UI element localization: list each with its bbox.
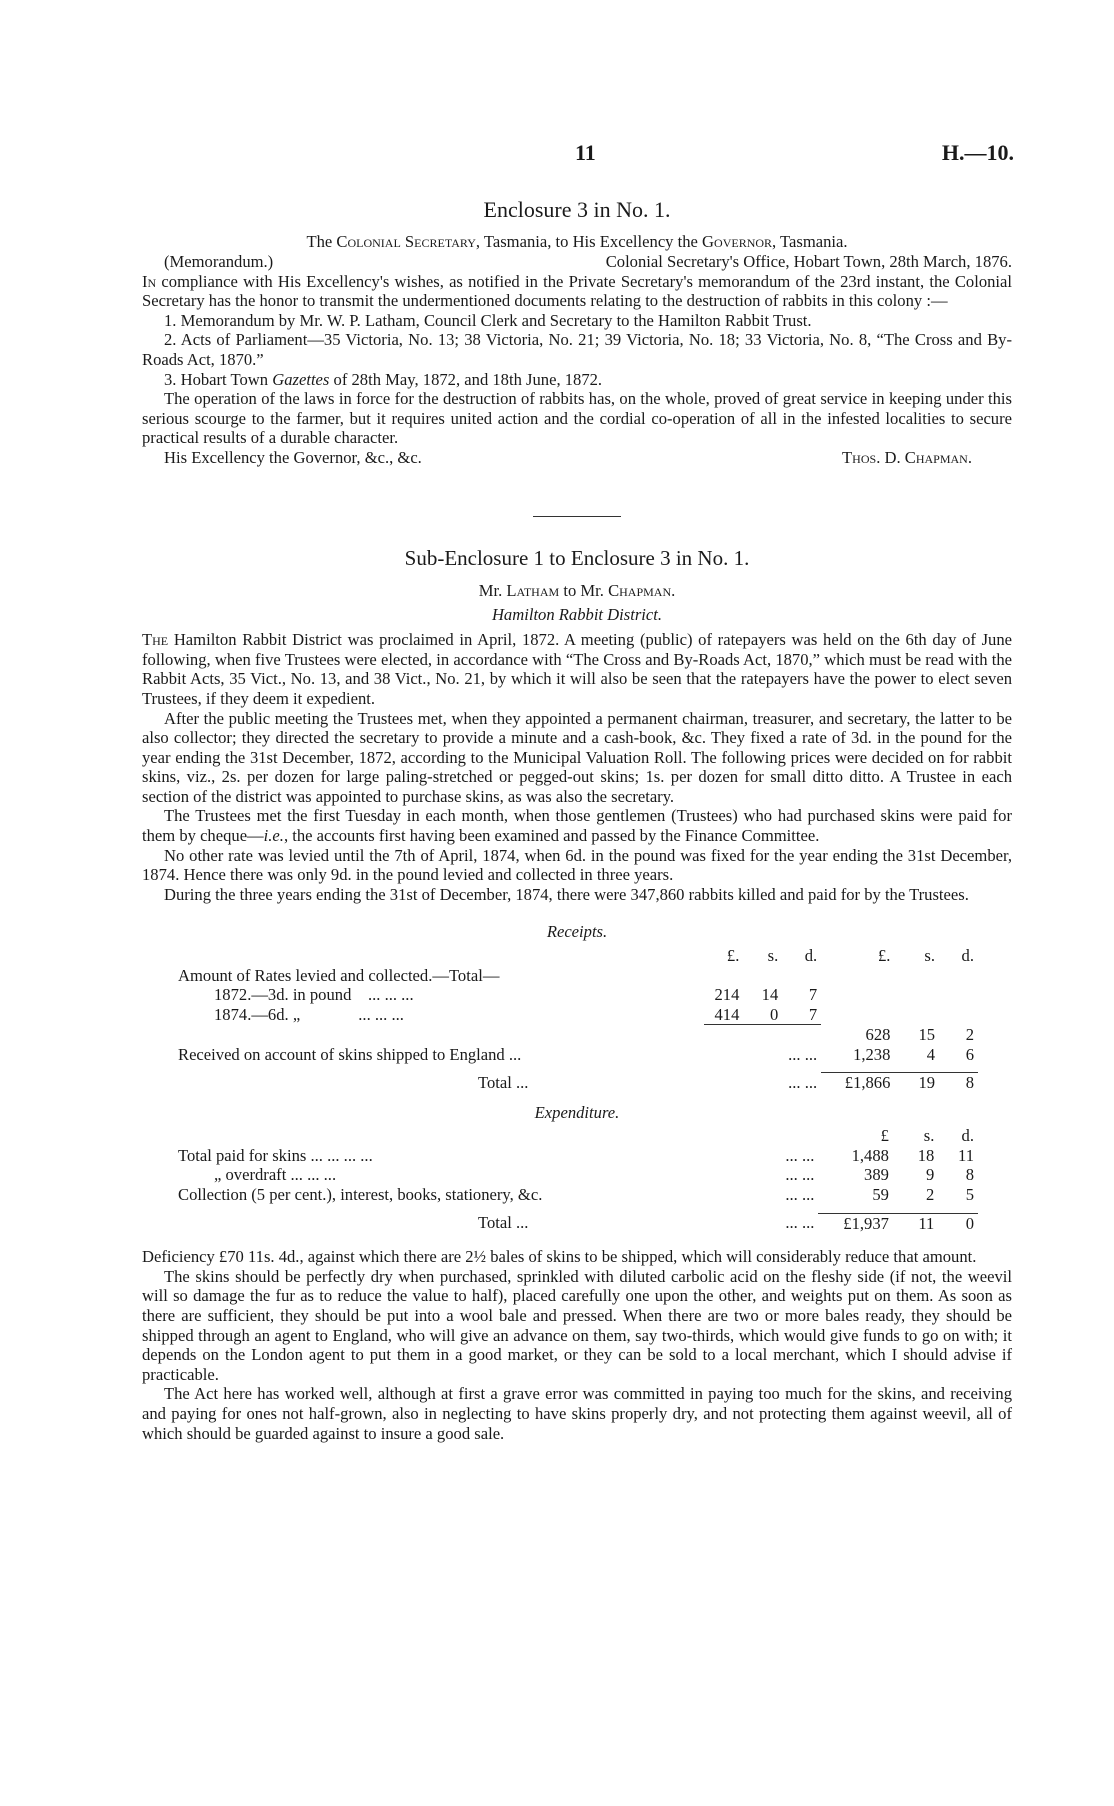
leader-dots: ... ... ... — [358, 1004, 404, 1024]
leader-dots: ... ... — [788, 1044, 818, 1064]
amount-pounds: 628 — [865, 1024, 891, 1044]
total-pounds: £1,937 — [818, 1213, 893, 1233]
total-pounds: £1,866 — [821, 1073, 894, 1093]
table-row — [178, 1126, 978, 1146]
paragraph-text: Hamilton Rabbit District was proclaimed in April, 1872. A meeting (public) of ratepayers was held on the 6th day of June following, when five Trustees were elected, in accordance with “The Cross and By-Roads Act, 1870,” which must be read with the Rabbit Acts, 35 Vict., No. 13, and 38 Vict., No. 21, by which it will also be seen that the ratepayers have the power to elect seven Trustees, if they deem it expedient. — [142, 630, 1012, 708]
enclosure-subtitle — [142, 232, 1012, 252]
amount-shillings: 0 — [769, 1004, 779, 1024]
memo-line — [142, 252, 1012, 272]
amount-pence: 8 — [965, 1165, 974, 1185]
column-header: £. — [877, 946, 891, 966]
amount-shillings: 9 — [926, 1165, 935, 1185]
section-divider — [533, 516, 621, 517]
from-to-text: to Mr. — [559, 580, 609, 600]
lead-word: In — [142, 271, 157, 291]
enclosure-title: Enclosure 3 in No. 1. — [483, 197, 671, 222]
row-label — [178, 1005, 704, 1025]
total-shillings: 11 — [893, 1213, 938, 1233]
column-header: d. — [961, 1126, 974, 1146]
receipts-table — [178, 946, 978, 1093]
item-text: of 28th May, 1872, and 18th June, 1872. — [329, 369, 603, 389]
column-header: s. — [924, 946, 936, 966]
memo-place-date: Colonial Secretary's Office, Hobart Town, 28th March, 1876. — [605, 251, 1012, 271]
enclosure-paragraph — [142, 272, 1012, 311]
from-to-text: Mr. — [478, 580, 507, 600]
item-italic: Gazettes — [272, 369, 330, 389]
column-header: £ — [880, 1126, 889, 1146]
page-number: 11 — [575, 140, 596, 165]
total-label: Total ... — [478, 1072, 529, 1092]
column-header: £. — [726, 946, 740, 966]
column-header: s. — [923, 1126, 935, 1146]
amount-pounds: 59 — [872, 1185, 889, 1205]
table-row — [178, 1025, 978, 1045]
row-label: Amount of Rates levied and collected.—Total— — [178, 965, 500, 985]
total-pence: 0 — [938, 1213, 978, 1233]
paragraph-text: , the accounts first having been examined and passed by the Finance Committee. — [283, 826, 820, 846]
table-row — [178, 1045, 978, 1065]
signature: Thos. D. Chapman. — [842, 447, 972, 467]
signature-line — [142, 448, 1012, 468]
amount-pounds: 414 — [714, 1004, 740, 1024]
from-name: Latham — [506, 580, 560, 600]
column-header: d. — [961, 946, 974, 966]
table-row — [178, 1073, 978, 1093]
column-header: s. — [767, 946, 779, 966]
table-row — [178, 1005, 978, 1025]
table-row — [178, 1185, 978, 1205]
subtitle-from: Colonial Secretary — [336, 232, 476, 251]
amount-shillings: 18 — [917, 1145, 935, 1165]
expenditure-title: Expenditure. — [534, 1102, 620, 1122]
receipts-title: Receipts. — [546, 922, 608, 942]
paragraph-text: The Trustees met the first Tuesday in each month, when those gentlemen (Trustees) who had purchased skins were paid for them by cheque— — [142, 806, 1012, 846]
subtitle-to: Governor — [702, 232, 773, 251]
table-row — [178, 1165, 978, 1185]
amount-shillings: 4 — [926, 1044, 936, 1064]
from-to-text: . — [671, 580, 676, 600]
leader-dots: ... ... — [788, 1072, 818, 1092]
table-row — [178, 966, 978, 986]
table-row — [178, 985, 978, 1005]
amount-pounds: 1,238 — [853, 1044, 891, 1064]
leader-dots: ... ... — [785, 1145, 815, 1165]
body-paragraph: During the three years ending the 31st of December, 1874, there were 347,860 rabbits killed and paid for by the Trustees. — [164, 884, 969, 904]
page-header — [0, 140, 1114, 168]
body-paragraph — [142, 806, 1012, 845]
table-row — [178, 946, 978, 966]
amount-shillings: 15 — [918, 1024, 936, 1044]
lead-word: The — [142, 630, 169, 650]
leader-dots: ... ... — [785, 1213, 815, 1233]
subtitle-text: , Tasmania. — [772, 232, 848, 251]
row-label-text: 1872.—3d. in pound — [214, 985, 352, 1005]
row-label: Collection (5 per cent.), interest, books, stationery, &c. — [178, 1185, 543, 1205]
expenditure-table — [178, 1126, 978, 1233]
paragraph-text: compliance with His Excellency's wishes, as notified in the Private Secretary's memorandum of the 23rd instant, the Colonial Secretary has the honor to transmit the undermentioned documents relating to the destruction of rabbits in this colony :— — [142, 271, 1012, 311]
item-text: 3. Hobart Town — [164, 369, 273, 389]
row-label: Received on account of skins shipped to England ... — [178, 1044, 522, 1064]
table-row — [178, 1213, 978, 1233]
addressee: His Excellency the Governor, &c., &c. — [164, 447, 422, 467]
body-paragraph: Deficiency £70 11s. 4d., against which there are 2½ bales of skins to be shipped, which will considerably reduce that amount. — [142, 1247, 977, 1267]
subtitle-text: The — [306, 232, 337, 251]
body-paragraph: The skins should be perfectly dry when purchased, sprinkled with diluted carbolic acid on the fleshy side (if not, the weevil will so damage the fur as to reduce the value to half), placed carefully one upon the other, and weights put on them. As soon as there are sufficient, they should be put into a wool bale and pressed. When there are two or more bales ready, they should be shipped through an agent to England, who will give an advance on them, say two-thirds, which would give funds to go on with; it depends on the London agent to put them in a good market, or they can be sold to a local merchant, which I should advise if practicable. — [142, 1266, 1012, 1384]
document-list-item — [142, 370, 1012, 390]
to-name: Chapman — [608, 580, 672, 600]
district-heading: Hamilton Rabbit District. — [491, 604, 663, 624]
total-label: Total ... — [478, 1213, 529, 1233]
total-pence: 8 — [939, 1073, 978, 1093]
leader-dots: ... ... — [785, 1165, 815, 1185]
amount-pence: 11 — [958, 1145, 974, 1165]
leader-dots: ... ... — [785, 1185, 815, 1205]
from-to-line — [142, 581, 1012, 601]
amount-pence: 7 — [808, 985, 818, 1005]
amount-pence: 6 — [965, 1044, 974, 1064]
amount-pence: 7 — [808, 1004, 818, 1024]
document-list-item: 2. Acts of Parliament—35 Victoria, No. 13; 38 Victoria, No. 21; 39 Victoria, No. 18; 33 Victoria, No. 8, “The Cross and By-Roads Act, 1870.” — [142, 330, 1012, 369]
paragraph-italic: i.e. — [263, 826, 284, 846]
memo-label: (Memorandum.) — [164, 251, 274, 271]
body-paragraph — [142, 630, 1012, 708]
table-row — [178, 1146, 978, 1166]
column-header: d. — [804, 946, 818, 966]
leader-dots: ... ... ... — [367, 985, 414, 1005]
row-label — [178, 985, 704, 1005]
total-shillings: 19 — [894, 1073, 939, 1093]
body-paragraph: The Act here has worked well, although at first a grave error was committed in paying too much for the skins, and receiving and paying for ones not half-grown, also in neglecting to have skins properly dry, and not protecting them against weevil, all of which should be guarded against to insure a good sale. — [142, 1384, 1012, 1443]
body-paragraph: After the public meeting the Trustees met, when they appointed a permanent chairman, treasurer, and secretary, the latter to be also collector; they directed the secretary to provide a minute and a cash-book, &c. They fixed a rate of 3d. in the pound for the year ending the 31st December, 1872, according to the Municipal Valuation Roll. The following prices were decided on for rabbit skins, viz., 2s. per dozen for large paling-stretched or pegged-out skins; 1s. per dozen for small ditto ditto. A Trustee in each section of the district was appointed to purchase skins, as was also the secretary. — [142, 708, 1012, 806]
sub-enclosure-title: Sub-Enclosure 1 to Enclosure 3 in No. 1. — [404, 545, 750, 570]
enclosure-paragraph: The operation of the laws in force for the destruction of rabbits has, on the whole, proved of great service in keeping under this serious scourge to the farmer, but it requires united action and the cordial co-operation of all in the infested localities to secure practical results of a durable character. — [142, 389, 1012, 448]
amount-shillings: 2 — [926, 1185, 935, 1205]
row-label: „ overdraft ... ... ... — [214, 1165, 337, 1185]
amount-shillings: 14 — [761, 985, 779, 1005]
amount-pence: 2 — [965, 1024, 974, 1044]
amount-pounds: 1,488 — [851, 1145, 889, 1165]
document-reference: H.—10. — [941, 140, 1014, 165]
body-paragraph: No other rate was levied until the 7th of April, 1874, when 6d. in the pound was fixed for the year ending the 31st December, 1874. Hence there was only 9d. in the pound levied and collected in three years. — [142, 845, 1012, 885]
subtitle-text: , Tasmania, to His Excellency the — [475, 232, 703, 251]
page-content — [142, 196, 1012, 1443]
amount-pounds: 214 — [714, 985, 740, 1005]
row-label-text: 1874.—6d. „ — [214, 1004, 301, 1024]
row-label: Total paid for skins ... ... ... ... — [178, 1145, 373, 1165]
amount-pence: 5 — [965, 1185, 974, 1205]
document-list-item: 1. Memorandum by Mr. W. P. Latham, Council Clerk and Secretary to the Hamilton Rabbit Trust. — [164, 310, 812, 330]
amount-pounds: 389 — [864, 1165, 889, 1185]
